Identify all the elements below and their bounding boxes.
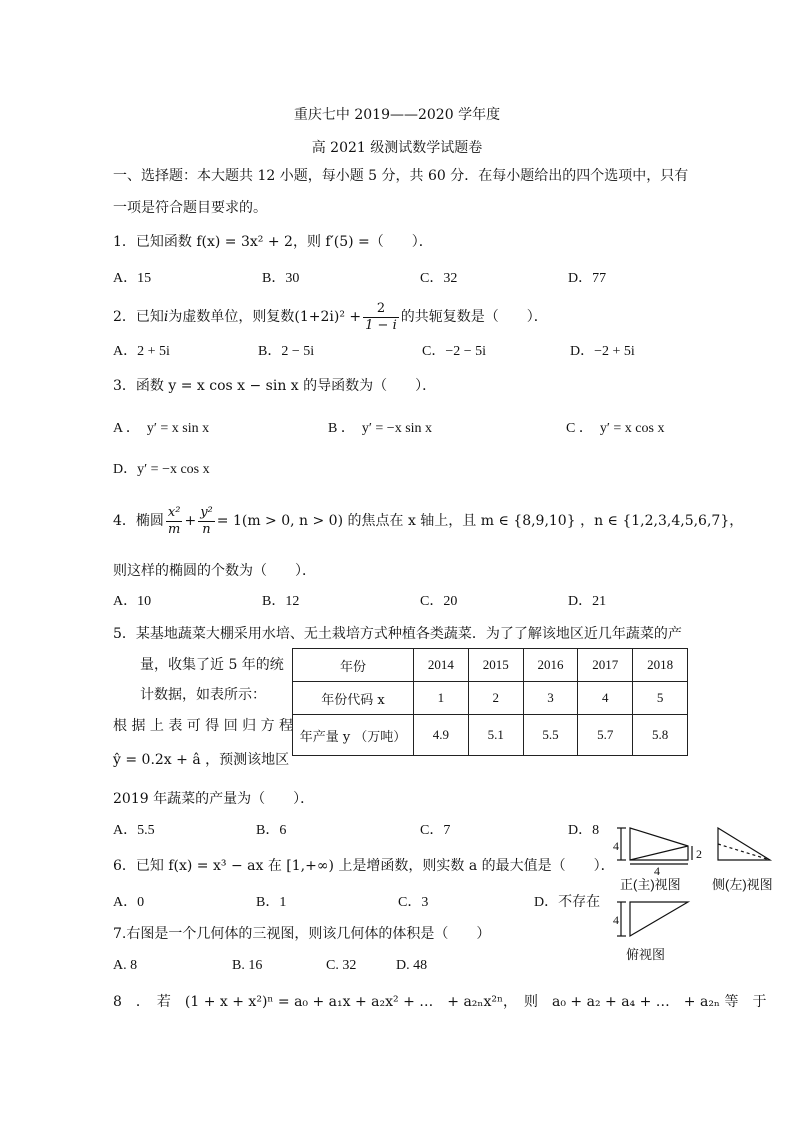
front-view bbox=[617, 828, 692, 864]
table-cell: 1 bbox=[414, 682, 469, 715]
q4-frac-x bbox=[166, 505, 183, 538]
q4-option-b: B．12 bbox=[262, 594, 300, 609]
q7-option-b: B. 16 bbox=[232, 958, 263, 973]
q2-mid: 为虚数单位，则复数 bbox=[168, 309, 295, 325]
q4-frac-y bbox=[198, 505, 215, 538]
q2-fraction bbox=[363, 301, 399, 334]
front-view-label: 正(主)视图 bbox=[620, 877, 681, 892]
question-1: 1．已知函数 f(x) = 3x² + 2，则 f′(5) =（ ）． bbox=[113, 234, 433, 250]
side-view-label: 侧(左)视图 bbox=[712, 877, 773, 892]
exam-subtitle: 高 2021 级测试数学试题卷 bbox=[311, 140, 483, 156]
q7-option-a: A. 8 bbox=[113, 958, 138, 973]
q4-option-a: A．10 bbox=[113, 594, 152, 609]
q5-option-a: A．5.5 bbox=[113, 823, 155, 838]
section-intro-line1: 一、选择题：本大题共 12 小题，每小题 5 分，共 60 分．在每小题给出的四个选项中，只有 bbox=[113, 168, 689, 184]
table-cell: 5.5 bbox=[523, 715, 578, 756]
q2-option-a: A．2 + 5i bbox=[113, 344, 170, 359]
table-row-years bbox=[293, 649, 688, 682]
table-cell: 5.7 bbox=[578, 715, 633, 756]
q3-option-d: D．y′ = −x cos x bbox=[113, 462, 210, 477]
q4-frac-x-den: m bbox=[168, 521, 181, 537]
question-7: 7.右图是一个几何体的三视图，则该几何体的体积是（ ） bbox=[113, 926, 491, 942]
q2-frac-num: 2 bbox=[363, 301, 399, 318]
dim-front-width: 4 bbox=[654, 864, 660, 878]
table-cell: 5.1 bbox=[468, 715, 523, 756]
dim-front-height: 4 bbox=[613, 839, 619, 853]
question-5-line1: 5．某基地蔬菜大棚采用水培、无土栽培方式种植各类蔬菜．为了了解该地区近几年蔬菜的产 bbox=[113, 626, 682, 642]
table-cell: 2017 bbox=[578, 649, 633, 682]
q3-option-a: A ． y′ = x sin x bbox=[113, 421, 210, 436]
q7-option-d: D. 48 bbox=[396, 958, 428, 973]
question-6: 6．已知 f(x) = x³ − ax 在 [1,+∞) 上是增函数，则实数 a 的最大值是（ ）． bbox=[113, 858, 615, 874]
dim-top-height: 4 bbox=[613, 913, 619, 927]
q2-pre: 2．已知 bbox=[113, 309, 164, 325]
question-5-line2: 量，收集了近 5 年的统 bbox=[140, 657, 284, 673]
table-cell: 4.9 bbox=[414, 715, 469, 756]
q1-option-d: D．77 bbox=[568, 271, 607, 286]
yield-table bbox=[292, 648, 688, 756]
table-cell: 4 bbox=[578, 682, 633, 715]
q7-option-c: C. 32 bbox=[326, 958, 357, 973]
q2-option-d: D．−2 + 5i bbox=[570, 344, 635, 359]
question-5-line5: ŷ = 0.2x + â ，预测该地区 bbox=[113, 752, 290, 768]
q4-option-d: D．21 bbox=[568, 594, 607, 609]
exam-title: 重庆七中 2019——2020 学年度 bbox=[293, 107, 501, 123]
q4-option-c: C．20 bbox=[420, 594, 458, 609]
table-cell: 2018 bbox=[633, 649, 688, 682]
q2-option-c: C．−2 − 5i bbox=[422, 344, 487, 359]
top-view-label: 俯视图 bbox=[626, 947, 666, 962]
table-cell: 2016 bbox=[523, 649, 578, 682]
q2-frac-den: 1 − i bbox=[365, 317, 397, 333]
section-intro-line2: 一项是符合题目要求的。 bbox=[113, 200, 267, 216]
table-cell: 2014 bbox=[414, 649, 469, 682]
q5-option-d: D．8 bbox=[568, 823, 600, 838]
dim-front-right: 2 bbox=[696, 847, 702, 861]
table-row-yields bbox=[293, 715, 688, 756]
q3-option-c: C ． y′ = x cos x bbox=[566, 421, 665, 436]
q1-option-b: B．30 bbox=[262, 271, 300, 286]
q4-frac-y-den: n bbox=[202, 521, 211, 537]
q4-frac-y-num: y² bbox=[200, 504, 213, 520]
q2-option-b: B．2 − 5i bbox=[258, 344, 315, 359]
q1-option-a: A．15 bbox=[113, 271, 152, 286]
question-5-line4: 根 据 上 表 可 得 回 归 方 程 bbox=[113, 718, 294, 734]
q6-option-d: D．不存在 bbox=[534, 895, 601, 910]
question-2 bbox=[113, 300, 548, 334]
q4-line2: 则这样的椭圆的个数为（ ）． bbox=[113, 563, 316, 579]
q4-pre: 4．椭圆 bbox=[113, 513, 164, 529]
q2-post: 的共轭复数是（ ）． bbox=[400, 309, 548, 325]
table-cell: 3 bbox=[523, 682, 578, 715]
q3-option-b: B ． y′ = −x sin x bbox=[328, 421, 433, 436]
table-header-yield: 年产量 y （万吨） bbox=[293, 715, 414, 756]
table-cell: 2015 bbox=[468, 649, 523, 682]
q6-option-b: B．1 bbox=[256, 895, 287, 910]
table-header-code: 年份代码 x bbox=[293, 682, 414, 715]
q4-post: = 1(m > 0, n > 0) 的焦点在 x 轴上，且 m ∈ {8,9,10} ，n ∈ {1,2,3,4,5,6,7}， bbox=[216, 513, 744, 529]
table-row-codes bbox=[293, 682, 688, 715]
side-view bbox=[718, 828, 770, 860]
q4-frac-x-num: x² bbox=[167, 504, 181, 520]
q5-option-c: C．7 bbox=[420, 823, 451, 838]
q2-expr: (1+2i)² + bbox=[294, 309, 362, 325]
top-view bbox=[617, 902, 688, 936]
question-3: 3．函数 y = x cos x − sin x 的导函数为（ ）． bbox=[113, 378, 437, 394]
table-cell: 2 bbox=[468, 682, 523, 715]
q1-option-c: C．32 bbox=[420, 271, 458, 286]
table-cell: 5.8 bbox=[633, 715, 688, 756]
question-5-line6: 2019 年蔬菜的产量为（ ）． bbox=[113, 791, 315, 807]
q5-option-b: B．6 bbox=[256, 823, 287, 838]
question-8: 8 ． 若 (1 + x + x²)ⁿ = a₀ + a₁x + a₂x² + … + a₂ₙx²ⁿ， 则 a₀ + a₂ + a₄ + … + a₂ₙ 等 于 bbox=[113, 994, 767, 1010]
question-4 bbox=[113, 503, 743, 539]
q4-plus: + bbox=[184, 513, 197, 529]
q6-option-a: A．0 bbox=[113, 895, 145, 910]
question-5-line3: 计数据，如表所示： bbox=[140, 687, 266, 703]
table-header-year: 年份 bbox=[293, 649, 414, 682]
q2-i: i bbox=[163, 309, 169, 325]
q6-option-c: C．3 bbox=[398, 895, 429, 910]
table-cell: 5 bbox=[633, 682, 688, 715]
